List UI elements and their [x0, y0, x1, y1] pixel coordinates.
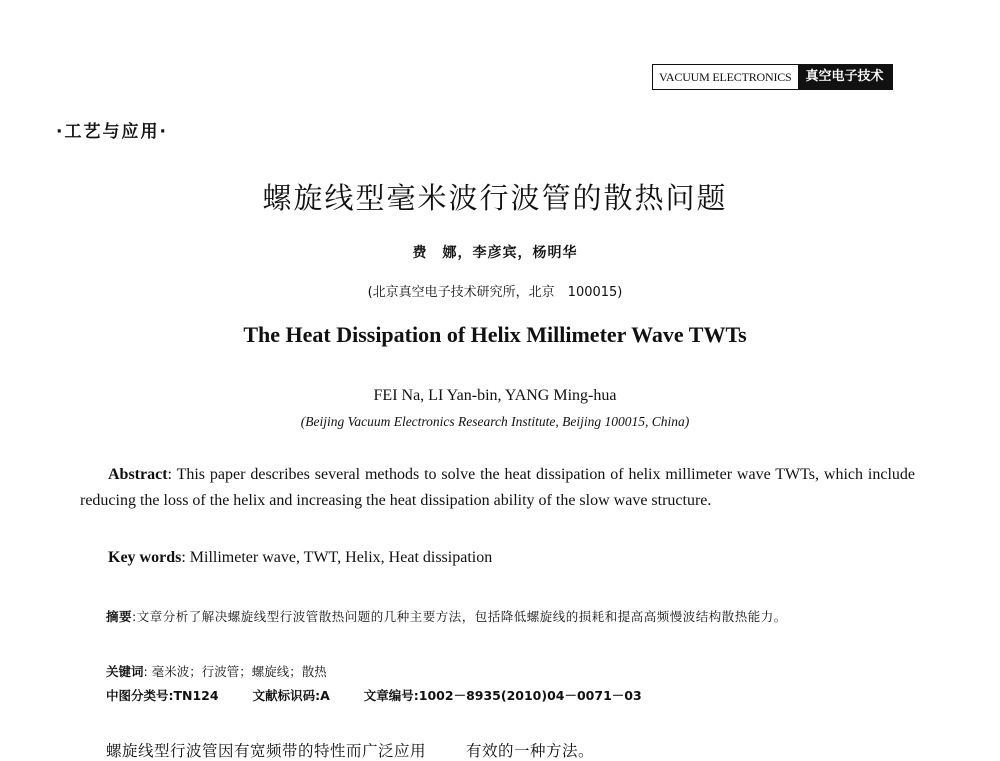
article-number: 文章编号:1002－8935(2010)04－0071－03	[363, 688, 642, 703]
section-label: ·工艺与应用·	[56, 122, 168, 142]
keywords-zh	[106, 662, 327, 680]
body-column-right: 有效的一种方法。	[466, 742, 595, 760]
abstract-zh	[72, 605, 920, 629]
abstract-en-text: : This paper describes several methods to solve the heat dissipation of helix millimeter wave TWTs, which include reducing the loss of the helix and increasing the heat dissipation ability of the slow wave structure.	[80, 466, 915, 509]
clc-number: 中图分类号:TN124	[106, 688, 219, 703]
keywords-en-label: Key words	[108, 549, 182, 566]
affiliation-zh: (北京真空电子技术研究所，北京 100015)	[367, 285, 623, 300]
authors-zh: 费 娜，李彦宾，杨明华	[412, 245, 578, 261]
keywords-zh-text: : 毫米波；行波管；螺旋线；散热	[143, 664, 327, 679]
body-text-start	[106, 739, 594, 761]
body-column-left: 螺旋线型行波管因有宽频带的特性而广泛应用	[106, 742, 427, 760]
abstract-zh-text: :文章分析了解决螺旋线型行波管散热问题的几种主要方法，包括降低螺旋线的损耗和提高高频慢波结构散热能力。	[132, 609, 787, 624]
affiliation-en: (Beijing Vacuum Electronics Research Institute, Beijing 100015, China)	[300, 414, 690, 429]
abstract-zh-label: 摘要	[106, 609, 133, 624]
paper-title-zh: 螺旋线型毫米波行波管的散热问题	[262, 181, 728, 215]
keywords-zh-label: 关键词	[106, 664, 144, 679]
journal-badge	[652, 64, 893, 90]
classification-line	[106, 686, 642, 704]
journal-name-en: VACUUM ELECTRONICS	[653, 65, 798, 89]
keywords-en	[108, 549, 492, 567]
abstract-en-label: Abstract	[108, 466, 168, 483]
keywords-en-text: : Millimeter wave, TWT, Helix, Heat dissipation	[181, 549, 493, 566]
journal-name-zh: 真空电子技术	[798, 65, 892, 89]
document-code: 文献标识码:A	[252, 688, 330, 703]
authors-en: FEI Na, LI Yan-bin, YANG Ming-hua	[373, 387, 617, 404]
abstract-en	[80, 462, 915, 514]
paper-title-en: The Heat Dissipation of Helix Millimeter Wave TWTs	[243, 322, 747, 347]
